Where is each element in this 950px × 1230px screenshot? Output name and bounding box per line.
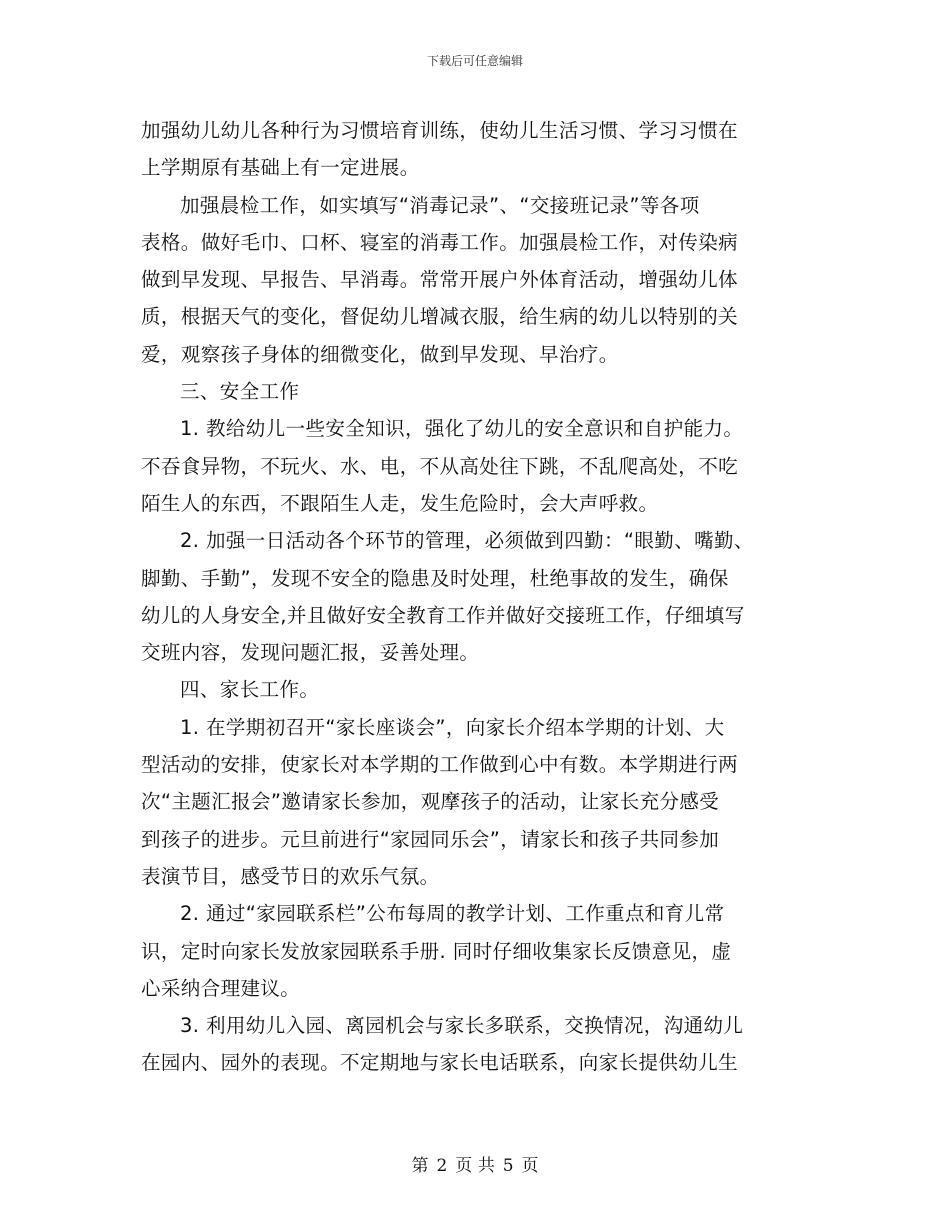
text-line: 在园内、园外的表现。不定期地与家长电话联系，向家长提供幼儿生 bbox=[141, 1051, 739, 1075]
text-line: 表演节目，感受节日的欢乐气氛。 bbox=[141, 864, 440, 888]
section-heading: 三、安全工作 bbox=[180, 380, 300, 404]
text-line: 型活动的安排，使家长对本学期的工作做到心中有数。本学期进行两 bbox=[141, 753, 739, 777]
text-line: 脚勤、手勤”，发现不安全的隐患及时处理，杜绝事故的发生，确保 bbox=[141, 566, 729, 590]
text-line: 心采纳合理建议。 bbox=[141, 976, 301, 1000]
text-line: 1. 教给幼儿一些安全知识，强化了幼儿的安全意识和自护能力。 bbox=[180, 417, 744, 441]
text-line: 上学期原有基础上有一定进展。 bbox=[141, 156, 420, 180]
document-body bbox=[141, 112, 813, 1082]
text-line: 做到早发现、早报告、早消毒。常常开展户外体育活动，增强幼儿体 bbox=[141, 268, 739, 292]
text-line: 陌生人的东西，不跟陌生人走，发生危险时，会大声呼救。 bbox=[141, 491, 659, 515]
text-line: 次“主题汇报会”邀请家长参加，观摩孩子的活动，让家长充分感受 bbox=[141, 790, 720, 814]
header-text: 下载后可任意编辑 bbox=[426, 54, 523, 68]
text-line: 2. 通过“家园联系栏”公布每周的教学计划、工作重点和育儿常 bbox=[180, 902, 725, 926]
footer-prefix: 第 bbox=[411, 1156, 429, 1176]
text-line: 识，定时向家长发放家园联系手册. 同时仔细收集家长反馈意见，虚 bbox=[141, 939, 732, 963]
text-line: 到孩子的进步。元旦前进行“家园同乐会”，请家长和孩子共同参加 bbox=[141, 827, 720, 851]
text-line: 2. 加强一日活动各个环节的管理，必须做到四勤：“眼勤、嘴勤、 bbox=[180, 529, 754, 553]
text-line: 幼儿的人身安全,并且做好安全教育工作并做好交接班工作，仔细填写 bbox=[141, 603, 745, 627]
total-pages: 5 bbox=[502, 1156, 514, 1176]
page-number: 2 bbox=[436, 1156, 448, 1176]
text-line: 不吞食异物，不玩火、水、电，不从高处往下跳，不乱爬高处，不吃 bbox=[141, 454, 739, 478]
text-line: 1. 在学期初召开“家长座谈会”，向家长介绍本学期的计划、大 bbox=[180, 715, 725, 739]
text-line: 3. 利用幼儿入园、离园机会与家长多联系，交换情况，沟通幼儿 bbox=[180, 1014, 744, 1038]
section-heading: 四、家长工作。 bbox=[180, 678, 320, 702]
text-line: 爱，观察孩子身体的细微变化，做到早发现、早治疗。 bbox=[141, 342, 619, 366]
page-footer bbox=[0, 1155, 950, 1177]
footer-suffix: 页 bbox=[521, 1156, 539, 1176]
text-line: 质，根据天气的变化，督促幼儿增减衣服，给生病的幼儿以特别的关 bbox=[141, 305, 739, 329]
text-line: 加强幼儿幼儿各种行为习惯培育训练，使幼儿生活习惯、学习习惯在 bbox=[141, 119, 739, 142]
footer-middle: 页 共 bbox=[455, 1156, 495, 1176]
text-line: 交班内容，发现问题汇报，妥善处理。 bbox=[141, 641, 480, 665]
text-line: 表格。做好毛巾、口杯、寝室的消毒工作。加强晨检工作，对传染病 bbox=[141, 230, 739, 254]
page-header bbox=[0, 53, 950, 69]
text-line: 加强晨检工作，如实填写“消毒记录”、“交接班记录”等各项 bbox=[180, 193, 700, 217]
